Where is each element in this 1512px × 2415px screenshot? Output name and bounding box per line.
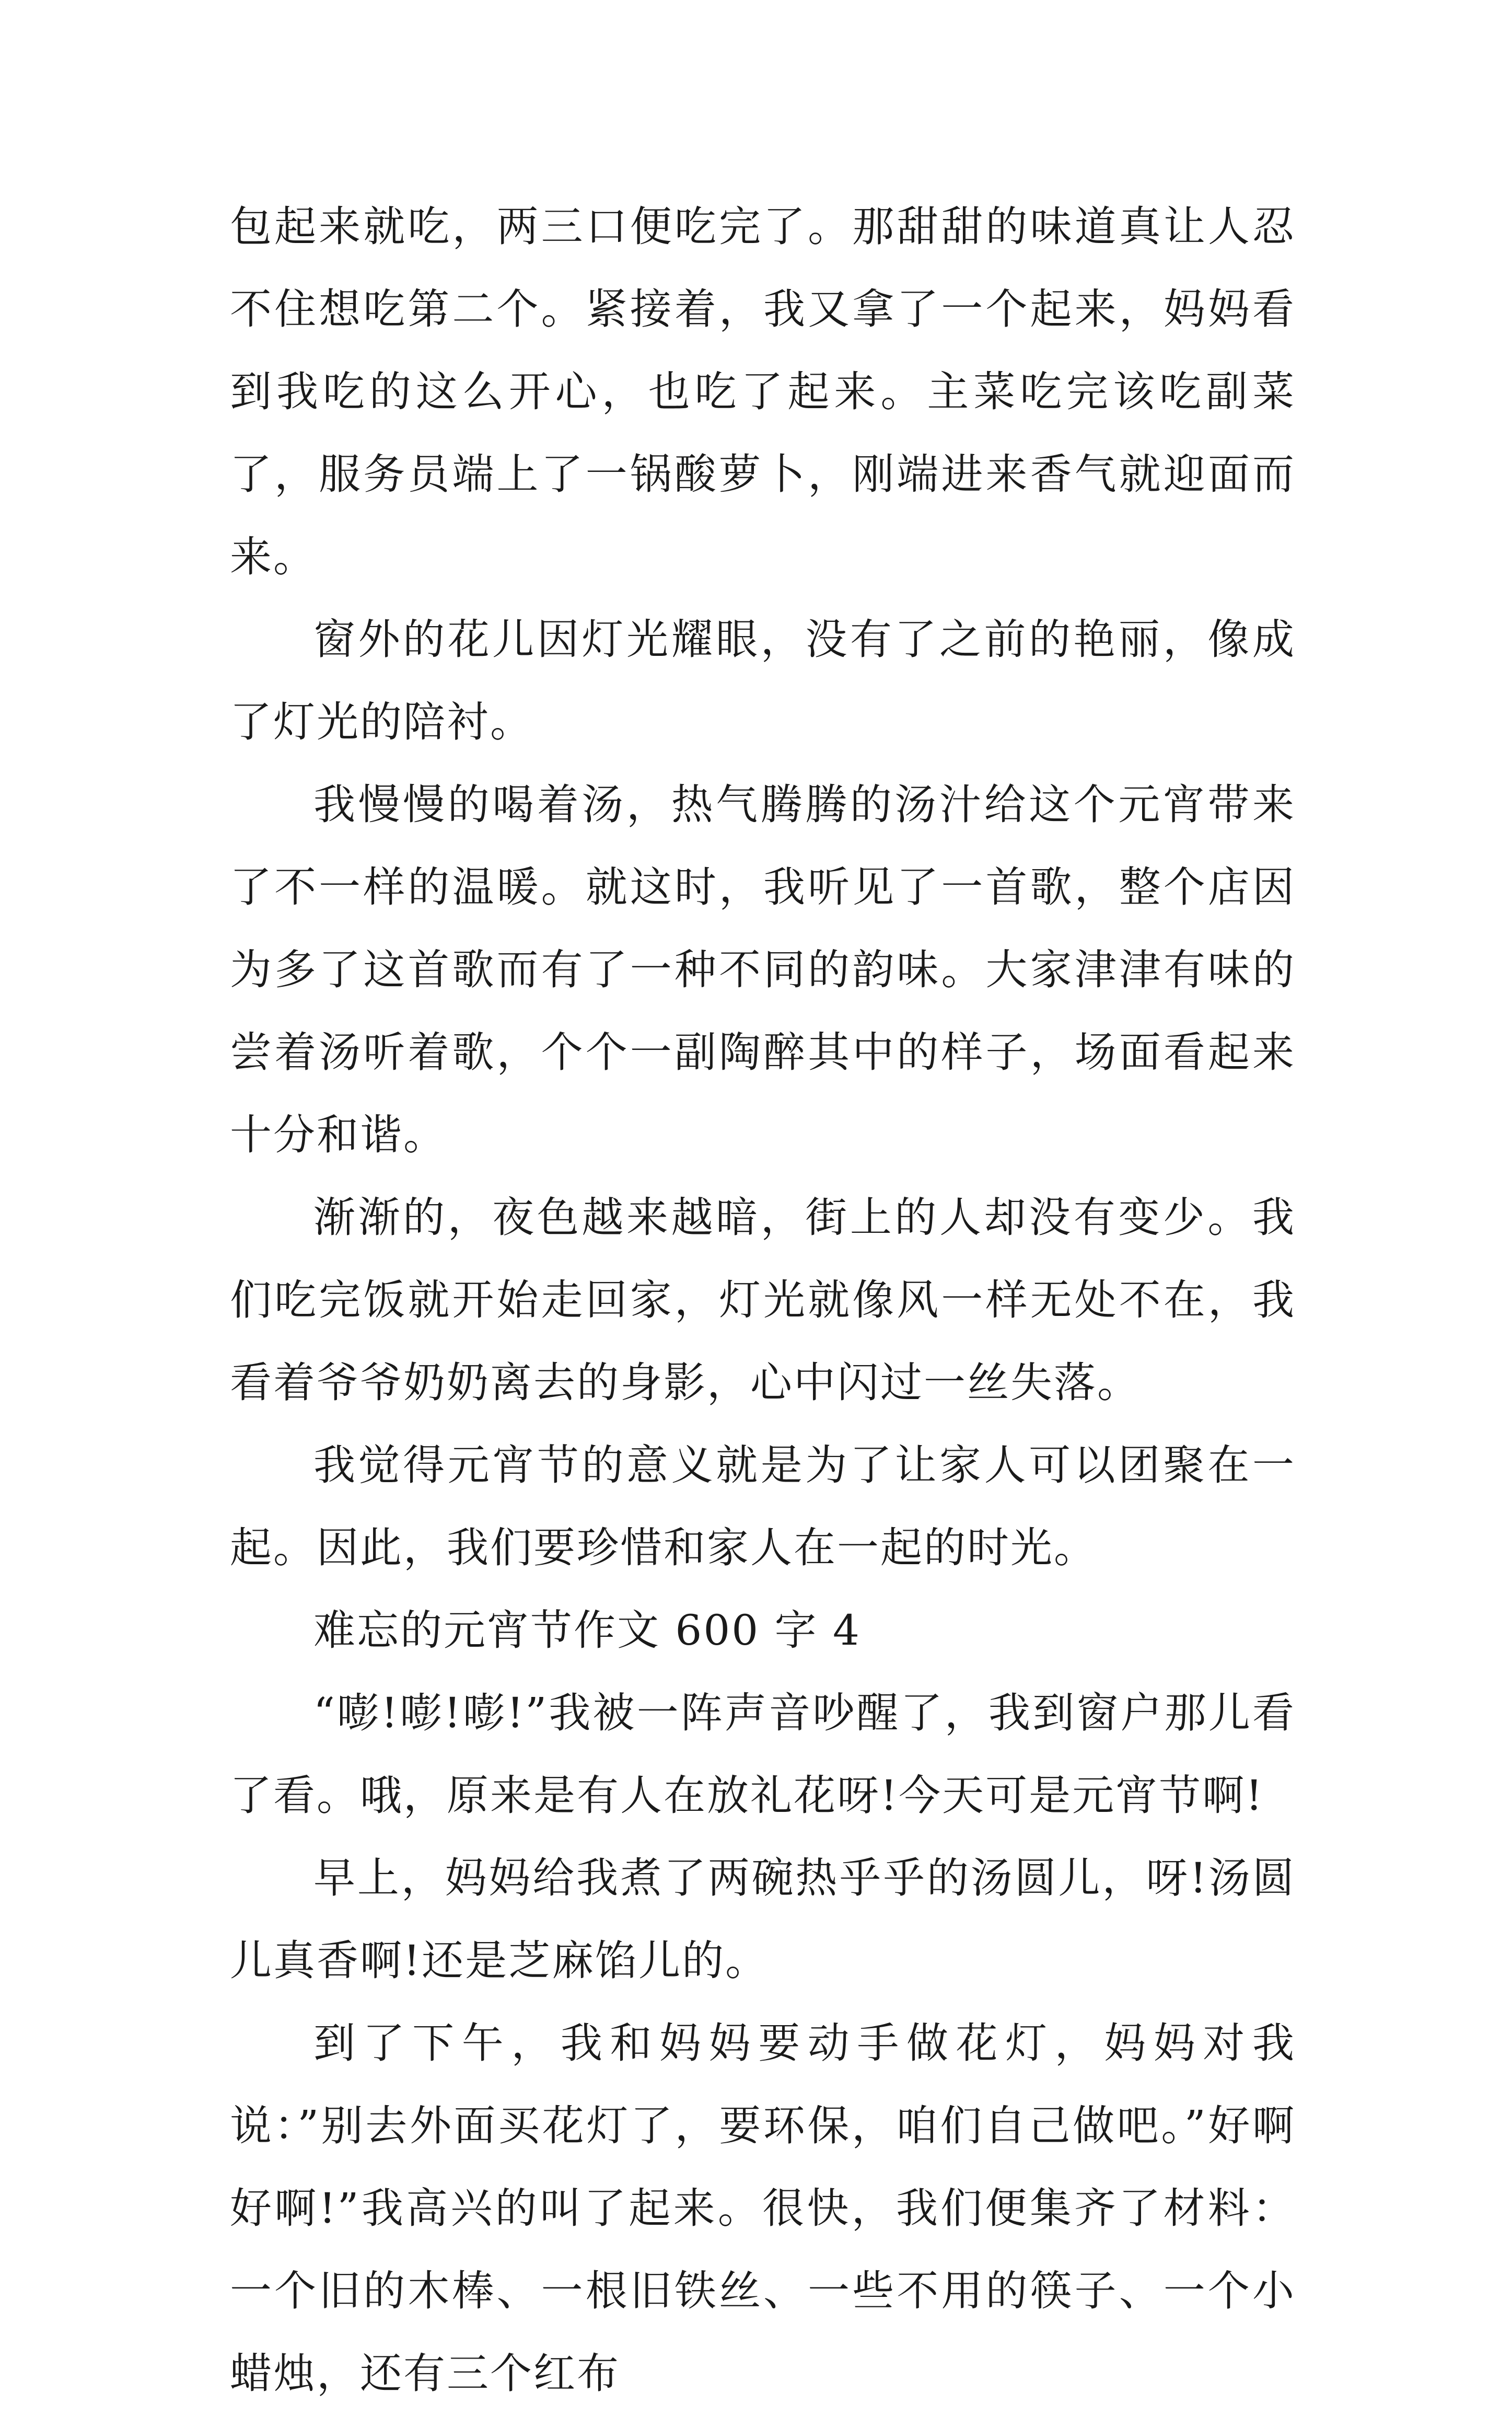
section-heading: 难忘的元宵节作文 600 字 4 bbox=[313, 1606, 861, 1655]
paragraph: 早上，妈妈给我煮了两碗热乎乎的汤圆儿，呀!汤圆儿真香啊!还是芝麻馅儿的。 bbox=[230, 1854, 1296, 1985]
paragraph: 我慢慢的喝着汤，热气腾腾的汤汁给这个元宵带来了不一样的温暖。就这时，我听见了一首歌，整个店因为多了这首歌而有了一种不同的韵味。大家津津有味的尝着汤听着歌，个个一副陶醉其中的样子，场面看起来十分和谐。 bbox=[230, 780, 1296, 1159]
paragraph: “嘭!嘭!嘭!”我被一阵声音吵醒了，我到窗户那儿看了看。哦，原来是有人在放礼花呀!今天可是元宵节啊! bbox=[230, 1689, 1296, 1820]
paragraph: 到了下午，我和妈妈要动手做花灯，妈妈对我说：”别去外面买花灯了，要环保，咱们自己做吧。”好啊好啊!”我高兴的叫了起来。很快，我们便集齐了材料：一个旧的木棒、一根旧铁丝、一些不用的筷子、一个小蜡烛，还有三个红布 bbox=[230, 2019, 1296, 2398]
paragraph: 我觉得元宵节的意义就是为了让家人可以团聚在一起。因此，我们要珍惜和家人在一起的时光。 bbox=[230, 1441, 1296, 1572]
paragraph: 渐渐的，夜色越来越暗，街上的人却没有变少。我们吃完饭就开始走回家，灯光就像风一样无处不在，我看着爷爷奶奶离去的身影，心中闪过一丝失落。 bbox=[230, 1193, 1296, 1407]
paragraph: 窗外的花儿因灯光耀眼，没有了之前的艳丽，像成了灯光的陪衬。 bbox=[230, 615, 1296, 746]
document-body bbox=[230, 186, 1296, 2415]
paragraph-continued: 包起来就吃，两三口便吃完了。那甜甜的味道真让人忍不住想吃第二个。紧接着，我又拿了一个起来，妈妈看到我吃的这么开心，也吃了起来。主菜吃完该吃副菜了，服务员端上了一锅酸萝卜，刚端进来香气就迎面而来。 bbox=[230, 202, 1296, 581]
